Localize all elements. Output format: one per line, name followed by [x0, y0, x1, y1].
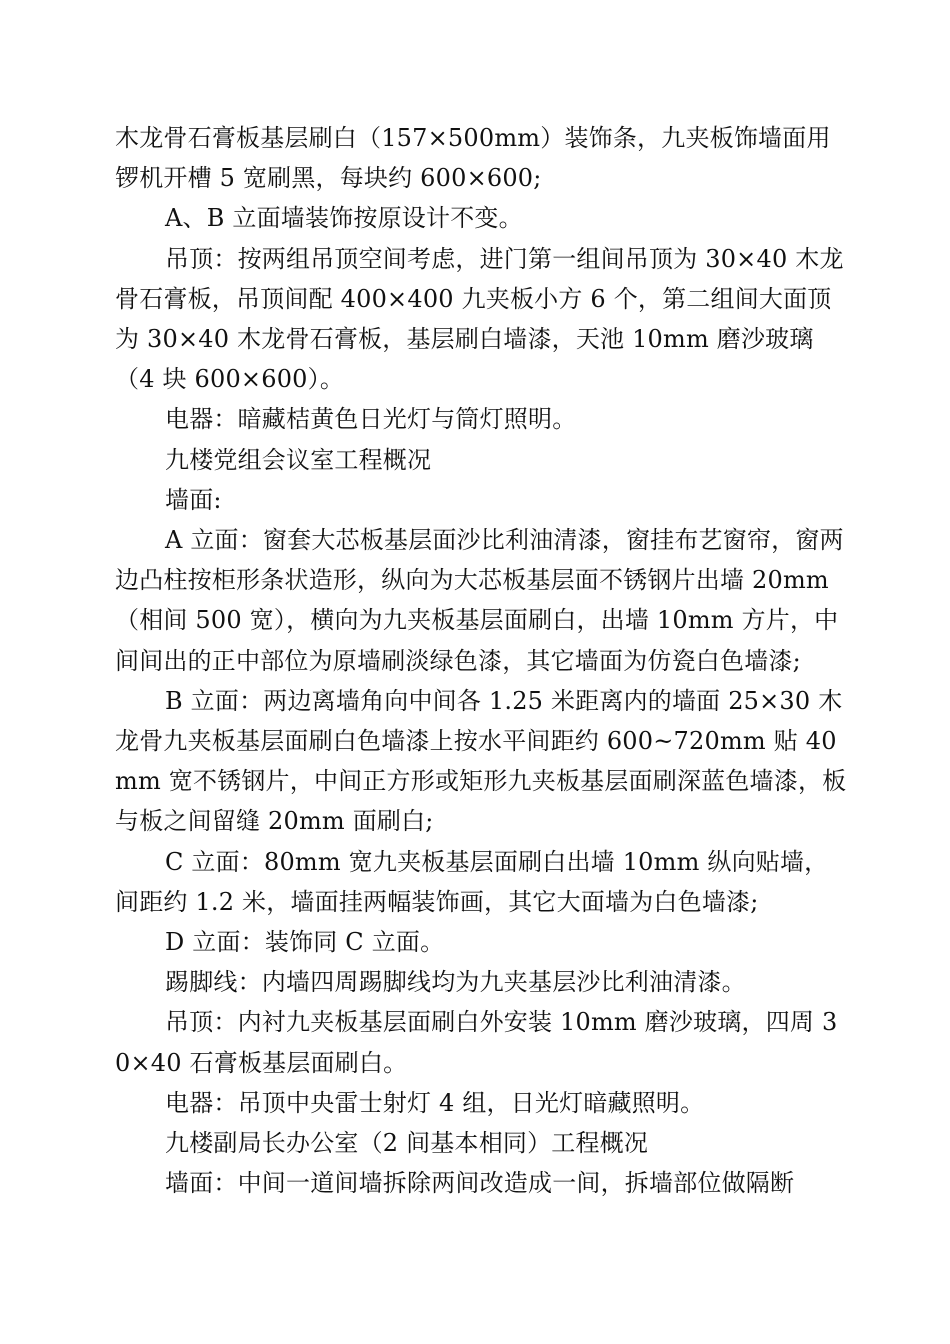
paragraph-ab-elevation: A、B 立面墙装饰按原设计不变。	[165, 204, 523, 233]
document-body	[115, 118, 850, 1203]
paragraph-wall-label: 墙面:	[165, 485, 222, 514]
paragraph-decoration-strip: 木龙骨石膏板基层刷白（157×500mm）装饰条，九夹板饰墙面用锣机开槽 5 宽刷黑，每块约 600×600;	[115, 124, 831, 193]
paragraph-ceiling: 吊顶：按两组吊顶空间考虑，进门第一组间吊顶为 30×40 木龙骨石膏板，吊顶间配 400×400 九夹板小方 6 个，第二组间大面顶为 30×40 木龙骨石膏板，基层刷白墙漆，天池 10mm 磨沙玻璃（4 块 600×600）。	[115, 244, 844, 394]
section-heading-meeting-room: 九楼党组会议室工程概况	[165, 445, 432, 474]
paragraph-c-elevation: C 立面：80mm 宽九夹板基层面刷白出墙 10mm 纵向贴墙，间距约 1.2 米，墙面挂两幅装饰画，其它大面墙为白色墙漆;	[115, 847, 829, 916]
paragraph-b-elevation: B 立面：两边离墙角向中间各 1.25 米距离内的墙面 25×30 木龙骨九夹板基层面刷白色墙漆上按水平间距约 600~720mm 贴 40mm 宽不锈钢片，中间正方形或矩形九夹板基层面刷深蓝色墙漆，板与板之间留缝 20mm 面刷白;	[115, 686, 847, 836]
paragraph-meeting-electrical: 电器：吊顶中央雷士射灯 4 组，日光灯暗藏照明。	[165, 1088, 705, 1117]
paragraph-d-elevation: D 立面：装饰同 C 立面。	[165, 928, 445, 957]
paragraph-deputy-wall: 墙面：中间一道间墙拆除两间改造成一间，拆墙部位做隔断	[165, 1169, 795, 1198]
paragraph-a-elevation: A 立面：窗套大芯板基层面沙比利油清漆，窗挂布艺窗帘，窗两边凸柱按柜形条状造形，纵向为大芯板基层面不锈钢片出墙 20mm（相间 500 宽），横向为九夹板基层面刷白，出墙 10mm 方片，中间间出的正中部位为原墙刷淡绿色漆，其它墙面为仿瓷白色墙漆;	[115, 526, 844, 675]
paragraph-meeting-ceiling: 吊顶：内衬九夹板基层面刷白外安装 10mm 磨沙玻璃，四周 30×40 石膏板基层面刷白。	[115, 1008, 838, 1077]
paragraph-electrical: 电器：暗藏桔黄色日光灯与筒灯照明。	[165, 405, 577, 434]
paragraph-skirting: 踢脚线：内墙四周踢脚线均为九夹基层沙比利油清漆。	[165, 968, 746, 997]
section-heading-deputy-office: 九楼副局长办公室（2 间基本相同）工程概况	[165, 1129, 649, 1158]
